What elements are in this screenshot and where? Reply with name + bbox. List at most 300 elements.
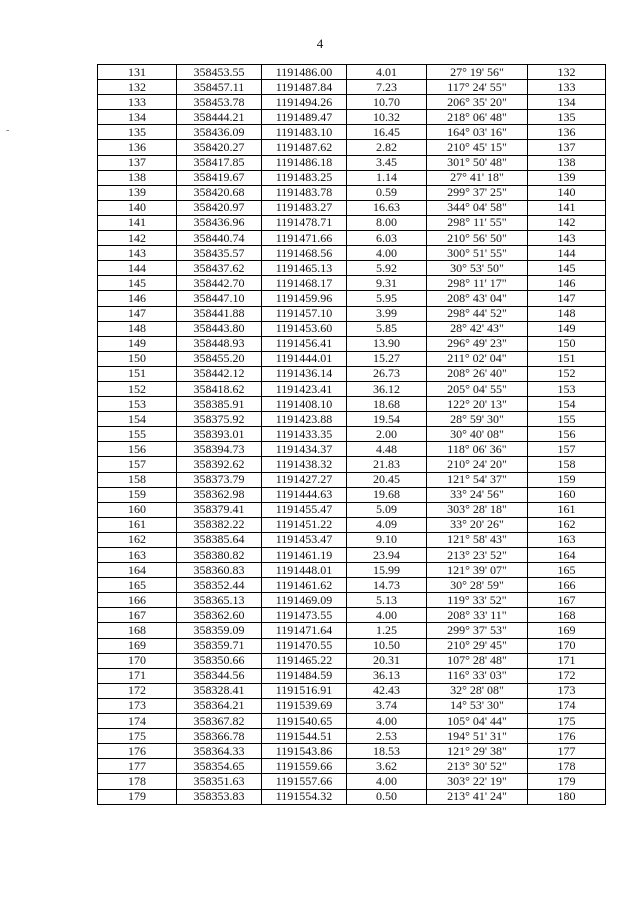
- point-number-cell: 158: [98, 472, 177, 487]
- bearing-cell: 300° 51' 55": [427, 246, 528, 261]
- y-coordinate-cell: 1191457.10: [262, 306, 347, 321]
- point-number-cell: 175: [98, 729, 177, 744]
- table-row: [98, 65, 606, 80]
- distance-cell: 0.50: [347, 789, 427, 804]
- next-point-cell: 157: [528, 442, 606, 457]
- distance-cell: 9.10: [347, 532, 427, 547]
- bearing-cell: 30° 53' 50": [427, 261, 528, 276]
- y-coordinate-cell: 1191423.41: [262, 381, 347, 396]
- table-row: [98, 729, 606, 744]
- point-number-cell: 168: [98, 623, 177, 638]
- next-point-cell: 178: [528, 759, 606, 774]
- table-row: [98, 427, 606, 442]
- bearing-cell: 344° 04' 58": [427, 200, 528, 215]
- point-number-cell: 161: [98, 517, 177, 532]
- y-coordinate-cell: 1191465.22: [262, 653, 347, 668]
- table-row: [98, 336, 606, 351]
- y-coordinate-cell: 1191557.66: [262, 774, 347, 789]
- next-point-cell: 155: [528, 412, 606, 427]
- y-coordinate-cell: 1191453.60: [262, 321, 347, 336]
- next-point-cell: 152: [528, 366, 606, 381]
- bearing-cell: 210° 29' 45": [427, 638, 528, 653]
- y-coordinate-cell: 1191461.62: [262, 578, 347, 593]
- bearing-cell: 107° 28' 48": [427, 653, 528, 668]
- x-coordinate-cell: 358365.13: [177, 593, 262, 608]
- page-number: 4: [316, 36, 324, 51]
- bearing-cell: 28° 59' 30": [427, 412, 528, 427]
- table-row: [98, 487, 606, 502]
- x-coordinate-cell: 358394.73: [177, 442, 262, 457]
- distance-cell: 9.31: [347, 276, 427, 291]
- next-point-cell: 165: [528, 563, 606, 578]
- bearing-cell: 213° 30' 52": [427, 759, 528, 774]
- bearing-cell: 210° 45' 15": [427, 140, 528, 155]
- point-number-cell: 131: [98, 65, 177, 80]
- bearing-cell: 33° 20' 26": [427, 517, 528, 532]
- bearing-cell: 211° 02' 04": [427, 351, 528, 366]
- distance-cell: 1.25: [347, 623, 427, 638]
- next-point-cell: 144: [528, 246, 606, 261]
- x-coordinate-cell: 358393.01: [177, 427, 262, 442]
- point-number-cell: 157: [98, 457, 177, 472]
- distance-cell: 4.00: [347, 608, 427, 623]
- table-row: [98, 306, 606, 321]
- table-row: [98, 593, 606, 608]
- y-coordinate-cell: 1191540.65: [262, 714, 347, 729]
- point-number-cell: 169: [98, 638, 177, 653]
- table-row: [98, 95, 606, 110]
- point-number-cell: 176: [98, 744, 177, 759]
- table-row: [98, 321, 606, 336]
- point-number-cell: 132: [98, 80, 177, 95]
- point-number-cell: 174: [98, 714, 177, 729]
- table-row: [98, 714, 606, 729]
- bearing-cell: 298° 44' 52": [427, 306, 528, 321]
- next-point-cell: 140: [528, 185, 606, 200]
- y-coordinate-cell: 1191473.55: [262, 608, 347, 623]
- bearing-cell: 210° 24' 20": [427, 457, 528, 472]
- table-row: [98, 563, 606, 578]
- next-point-cell: 168: [528, 608, 606, 623]
- table-row: [98, 668, 606, 683]
- table-row: [98, 412, 606, 427]
- point-number-cell: 140: [98, 200, 177, 215]
- table-row: [98, 276, 606, 291]
- point-number-cell: 149: [98, 336, 177, 351]
- next-point-cell: 171: [528, 653, 606, 668]
- bearing-cell: 105° 04' 44": [427, 714, 528, 729]
- distance-cell: 10.32: [347, 110, 427, 125]
- bearing-cell: 208° 33' 11": [427, 608, 528, 623]
- next-point-cell: 132: [528, 65, 606, 80]
- y-coordinate-cell: 1191427.27: [262, 472, 347, 487]
- table-row: [98, 698, 606, 713]
- next-point-cell: 136: [528, 125, 606, 140]
- point-number-cell: 172: [98, 683, 177, 698]
- distance-cell: 4.00: [347, 774, 427, 789]
- next-point-cell: 145: [528, 261, 606, 276]
- table-row: [98, 623, 606, 638]
- x-coordinate-cell: 358362.98: [177, 487, 262, 502]
- bearing-cell: 118° 06' 36": [427, 442, 528, 457]
- next-point-cell: 166: [528, 578, 606, 593]
- next-point-cell: 151: [528, 351, 606, 366]
- point-number-cell: 162: [98, 532, 177, 547]
- next-point-cell: 150: [528, 336, 606, 351]
- distance-cell: 4.09: [347, 517, 427, 532]
- distance-cell: 4.00: [347, 246, 427, 261]
- bearing-cell: 298° 11' 17": [427, 276, 528, 291]
- y-coordinate-cell: 1191539.69: [262, 698, 347, 713]
- table-row: [98, 608, 606, 623]
- y-coordinate-cell: 1191456.41: [262, 336, 347, 351]
- next-point-cell: 174: [528, 698, 606, 713]
- bearing-cell: 210° 56' 50": [427, 231, 528, 246]
- point-number-cell: 135: [98, 125, 177, 140]
- point-number-cell: 137: [98, 155, 177, 170]
- table-row: [98, 231, 606, 246]
- y-coordinate-cell: 1191444.01: [262, 351, 347, 366]
- x-coordinate-cell: 358455.20: [177, 351, 262, 366]
- table-row: [98, 246, 606, 261]
- x-coordinate-cell: 358453.78: [177, 95, 262, 110]
- x-coordinate-cell: 358362.60: [177, 608, 262, 623]
- y-coordinate-cell: 1191483.27: [262, 200, 347, 215]
- x-coordinate-cell: 358437.62: [177, 261, 262, 276]
- x-coordinate-cell: 358375.92: [177, 412, 262, 427]
- y-coordinate-cell: 1191486.18: [262, 155, 347, 170]
- next-point-cell: 154: [528, 397, 606, 412]
- distance-cell: 3.74: [347, 698, 427, 713]
- table-row: [98, 502, 606, 517]
- distance-cell: 36.13: [347, 668, 427, 683]
- distance-cell: 2.00: [347, 427, 427, 442]
- point-number-cell: 138: [98, 170, 177, 185]
- next-point-cell: 135: [528, 110, 606, 125]
- next-point-cell: 170: [528, 638, 606, 653]
- y-coordinate-cell: 1191486.00: [262, 65, 347, 80]
- table-row: [98, 457, 606, 472]
- distance-cell: 3.99: [347, 306, 427, 321]
- x-coordinate-cell: 358436.09: [177, 125, 262, 140]
- next-point-cell: 156: [528, 427, 606, 442]
- distance-cell: 19.68: [347, 487, 427, 502]
- x-coordinate-cell: 358366.78: [177, 729, 262, 744]
- point-number-cell: 163: [98, 548, 177, 563]
- next-point-cell: 162: [528, 517, 606, 532]
- y-coordinate-cell: 1191471.66: [262, 231, 347, 246]
- bearing-cell: 205° 04' 55": [427, 381, 528, 396]
- next-point-cell: 143: [528, 231, 606, 246]
- x-coordinate-cell: 358435.57: [177, 246, 262, 261]
- distance-cell: 20.45: [347, 472, 427, 487]
- point-number-cell: 139: [98, 185, 177, 200]
- bearing-cell: 33° 24' 56": [427, 487, 528, 502]
- table-row: [98, 683, 606, 698]
- x-coordinate-cell: 358379.41: [177, 502, 262, 517]
- table-row: [98, 653, 606, 668]
- table-row: [98, 638, 606, 653]
- y-coordinate-cell: 1191554.32: [262, 789, 347, 804]
- next-point-cell: 175: [528, 714, 606, 729]
- next-point-cell: 133: [528, 80, 606, 95]
- point-number-cell: 177: [98, 759, 177, 774]
- bearing-cell: 121° 29' 38": [427, 744, 528, 759]
- x-coordinate-cell: 358359.71: [177, 638, 262, 653]
- x-coordinate-cell: 358442.70: [177, 276, 262, 291]
- distance-cell: 15.99: [347, 563, 427, 578]
- next-point-cell: 177: [528, 744, 606, 759]
- next-point-cell: 149: [528, 321, 606, 336]
- bearing-cell: 122° 20' 13": [427, 397, 528, 412]
- next-point-cell: 139: [528, 170, 606, 185]
- distance-cell: 4.01: [347, 65, 427, 80]
- bearing-cell: 121° 39' 07": [427, 563, 528, 578]
- x-coordinate-cell: 358351.63: [177, 774, 262, 789]
- next-point-cell: 167: [528, 593, 606, 608]
- table-row: [98, 578, 606, 593]
- distance-cell: 16.63: [347, 200, 427, 215]
- y-coordinate-cell: 1191487.62: [262, 140, 347, 155]
- x-coordinate-cell: 358364.33: [177, 744, 262, 759]
- x-coordinate-cell: 358417.85: [177, 155, 262, 170]
- distance-cell: 5.13: [347, 593, 427, 608]
- y-coordinate-cell: 1191433.35: [262, 427, 347, 442]
- y-coordinate-cell: 1191461.19: [262, 548, 347, 563]
- x-coordinate-cell: 358382.22: [177, 517, 262, 532]
- y-coordinate-cell: 1191484.59: [262, 668, 347, 683]
- next-point-cell: 142: [528, 215, 606, 230]
- distance-cell: 16.45: [347, 125, 427, 140]
- next-point-cell: 163: [528, 532, 606, 547]
- bearing-cell: 27° 19' 56": [427, 65, 528, 80]
- distance-cell: 5.09: [347, 502, 427, 517]
- next-point-cell: 169: [528, 623, 606, 638]
- x-coordinate-cell: 358353.83: [177, 789, 262, 804]
- point-number-cell: 167: [98, 608, 177, 623]
- table-row: [98, 366, 606, 381]
- y-coordinate-cell: 1191516.91: [262, 683, 347, 698]
- distance-cell: 4.00: [347, 714, 427, 729]
- table-row: [98, 155, 606, 170]
- point-number-cell: 136: [98, 140, 177, 155]
- table-row: [98, 110, 606, 125]
- table-row: [98, 381, 606, 396]
- y-coordinate-cell: 1191434.37: [262, 442, 347, 457]
- point-number-cell: 166: [98, 593, 177, 608]
- next-point-cell: 141: [528, 200, 606, 215]
- distance-cell: 8.00: [347, 215, 427, 230]
- next-point-cell: 134: [528, 95, 606, 110]
- distance-cell: 10.50: [347, 638, 427, 653]
- y-coordinate-cell: 1191451.22: [262, 517, 347, 532]
- x-coordinate-cell: 358441.88: [177, 306, 262, 321]
- distance-cell: 14.73: [347, 578, 427, 593]
- bearing-cell: 206° 35' 20": [427, 95, 528, 110]
- next-point-cell: 158: [528, 457, 606, 472]
- distance-cell: 6.03: [347, 231, 427, 246]
- y-coordinate-cell: 1191453.47: [262, 532, 347, 547]
- x-coordinate-cell: 358344.56: [177, 668, 262, 683]
- y-coordinate-cell: 1191470.55: [262, 638, 347, 653]
- distance-cell: 18.53: [347, 744, 427, 759]
- distance-cell: 18.68: [347, 397, 427, 412]
- table-row: [98, 291, 606, 306]
- point-number-cell: 156: [98, 442, 177, 457]
- point-number-cell: 152: [98, 381, 177, 396]
- distance-cell: 0.59: [347, 185, 427, 200]
- table-row: [98, 442, 606, 457]
- distance-cell: 3.62: [347, 759, 427, 774]
- next-point-cell: 173: [528, 683, 606, 698]
- x-coordinate-cell: 358350.66: [177, 653, 262, 668]
- point-number-cell: 148: [98, 321, 177, 336]
- y-coordinate-cell: 1191465.13: [262, 261, 347, 276]
- distance-cell: 15.27: [347, 351, 427, 366]
- y-coordinate-cell: 1191489.47: [262, 110, 347, 125]
- x-coordinate-cell: 358360.83: [177, 563, 262, 578]
- distance-cell: 36.12: [347, 381, 427, 396]
- distance-cell: 2.53: [347, 729, 427, 744]
- point-number-cell: 179: [98, 789, 177, 804]
- bearing-cell: 28° 42' 43": [427, 321, 528, 336]
- bearing-cell: 27° 41' 18": [427, 170, 528, 185]
- y-coordinate-cell: 1191423.88: [262, 412, 347, 427]
- x-coordinate-cell: 358359.09: [177, 623, 262, 638]
- bearing-cell: 164° 03' 16": [427, 125, 528, 140]
- y-coordinate-cell: 1191483.10: [262, 125, 347, 140]
- x-coordinate-cell: 358457.11: [177, 80, 262, 95]
- x-coordinate-cell: 358385.64: [177, 532, 262, 547]
- bearing-cell: 117° 24' 55": [427, 80, 528, 95]
- bearing-cell: 121° 58' 43": [427, 532, 528, 547]
- x-coordinate-cell: 358447.10: [177, 291, 262, 306]
- bearing-cell: 30° 40' 08": [427, 427, 528, 442]
- bearing-cell: 213° 23' 52": [427, 548, 528, 563]
- y-coordinate-cell: 1191455.47: [262, 502, 347, 517]
- bearing-cell: 303° 22' 19": [427, 774, 528, 789]
- next-point-cell: 179: [528, 774, 606, 789]
- table-row: [98, 170, 606, 185]
- distance-cell: 4.48: [347, 442, 427, 457]
- next-point-cell: 138: [528, 155, 606, 170]
- point-number-cell: 142: [98, 231, 177, 246]
- distance-cell: 5.95: [347, 291, 427, 306]
- table-row: [98, 261, 606, 276]
- y-coordinate-cell: 1191448.01: [262, 563, 347, 578]
- table-row: [98, 80, 606, 95]
- y-coordinate-cell: 1191459.96: [262, 291, 347, 306]
- y-coordinate-cell: 1191487.84: [262, 80, 347, 95]
- distance-cell: 3.45: [347, 155, 427, 170]
- y-coordinate-cell: 1191494.26: [262, 95, 347, 110]
- distance-cell: 21.83: [347, 457, 427, 472]
- next-point-cell: 153: [528, 381, 606, 396]
- x-coordinate-cell: 358367.82: [177, 714, 262, 729]
- distance-cell: 1.14: [347, 170, 427, 185]
- distance-cell: 42.43: [347, 683, 427, 698]
- point-number-cell: 134: [98, 110, 177, 125]
- table-row: [98, 548, 606, 563]
- next-point-cell: 176: [528, 729, 606, 744]
- next-point-cell: 148: [528, 306, 606, 321]
- x-coordinate-cell: 358352.44: [177, 578, 262, 593]
- point-number-cell: 141: [98, 215, 177, 230]
- x-coordinate-cell: 358380.82: [177, 548, 262, 563]
- bearing-cell: 299° 37' 53": [427, 623, 528, 638]
- y-coordinate-cell: 1191469.09: [262, 593, 347, 608]
- table-row: [98, 125, 606, 140]
- distance-cell: 2.82: [347, 140, 427, 155]
- next-point-cell: 159: [528, 472, 606, 487]
- bearing-cell: 296° 49' 23": [427, 336, 528, 351]
- x-coordinate-cell: 358328.41: [177, 683, 262, 698]
- next-point-cell: 161: [528, 502, 606, 517]
- y-coordinate-cell: 1191483.25: [262, 170, 347, 185]
- y-coordinate-cell: 1191544.51: [262, 729, 347, 744]
- x-coordinate-cell: 358448.93: [177, 336, 262, 351]
- next-point-cell: 172: [528, 668, 606, 683]
- distance-cell: 19.54: [347, 412, 427, 427]
- x-coordinate-cell: 358440.74: [177, 231, 262, 246]
- y-coordinate-cell: 1191468.17: [262, 276, 347, 291]
- table-row: [98, 789, 606, 804]
- x-coordinate-cell: 358373.79: [177, 472, 262, 487]
- x-coordinate-cell: 358385.91: [177, 397, 262, 412]
- point-number-cell: 165: [98, 578, 177, 593]
- table-row: [98, 185, 606, 200]
- table-row: [98, 397, 606, 412]
- next-point-cell: 164: [528, 548, 606, 563]
- distance-cell: 5.92: [347, 261, 427, 276]
- y-coordinate-cell: 1191438.32: [262, 457, 347, 472]
- table-row: [98, 774, 606, 789]
- bearing-cell: 116° 33' 03": [427, 668, 528, 683]
- table-row: [98, 759, 606, 774]
- point-number-cell: 151: [98, 366, 177, 381]
- point-number-cell: 145: [98, 276, 177, 291]
- table-row: [98, 140, 606, 155]
- bearing-cell: 32° 28' 08": [427, 683, 528, 698]
- bearing-cell: 299° 37' 25": [427, 185, 528, 200]
- point-number-cell: 146: [98, 291, 177, 306]
- x-coordinate-cell: 358420.97: [177, 200, 262, 215]
- bearing-cell: 218° 06' 48": [427, 110, 528, 125]
- bearing-cell: 30° 28' 59": [427, 578, 528, 593]
- point-number-cell: 143: [98, 246, 177, 261]
- table-row: [98, 351, 606, 366]
- bearing-cell: 121° 54' 37": [427, 472, 528, 487]
- y-coordinate-cell: 1191559.66: [262, 759, 347, 774]
- point-number-cell: 150: [98, 351, 177, 366]
- point-number-cell: 133: [98, 95, 177, 110]
- x-coordinate-cell: 358364.21: [177, 698, 262, 713]
- bearing-cell: 298° 11' 55": [427, 215, 528, 230]
- coordinates-table: [97, 64, 606, 805]
- bearing-cell: 208° 26' 40": [427, 366, 528, 381]
- bearing-cell: 213° 41' 24": [427, 789, 528, 804]
- point-number-cell: 171: [98, 668, 177, 683]
- x-coordinate-cell: 358444.21: [177, 110, 262, 125]
- point-number-cell: 155: [98, 427, 177, 442]
- next-point-cell: 180: [528, 789, 606, 804]
- x-coordinate-cell: 358443.80: [177, 321, 262, 336]
- point-number-cell: 147: [98, 306, 177, 321]
- point-number-cell: 173: [98, 698, 177, 713]
- x-coordinate-cell: 358420.68: [177, 185, 262, 200]
- y-coordinate-cell: 1191444.63: [262, 487, 347, 502]
- distance-cell: 7.23: [347, 80, 427, 95]
